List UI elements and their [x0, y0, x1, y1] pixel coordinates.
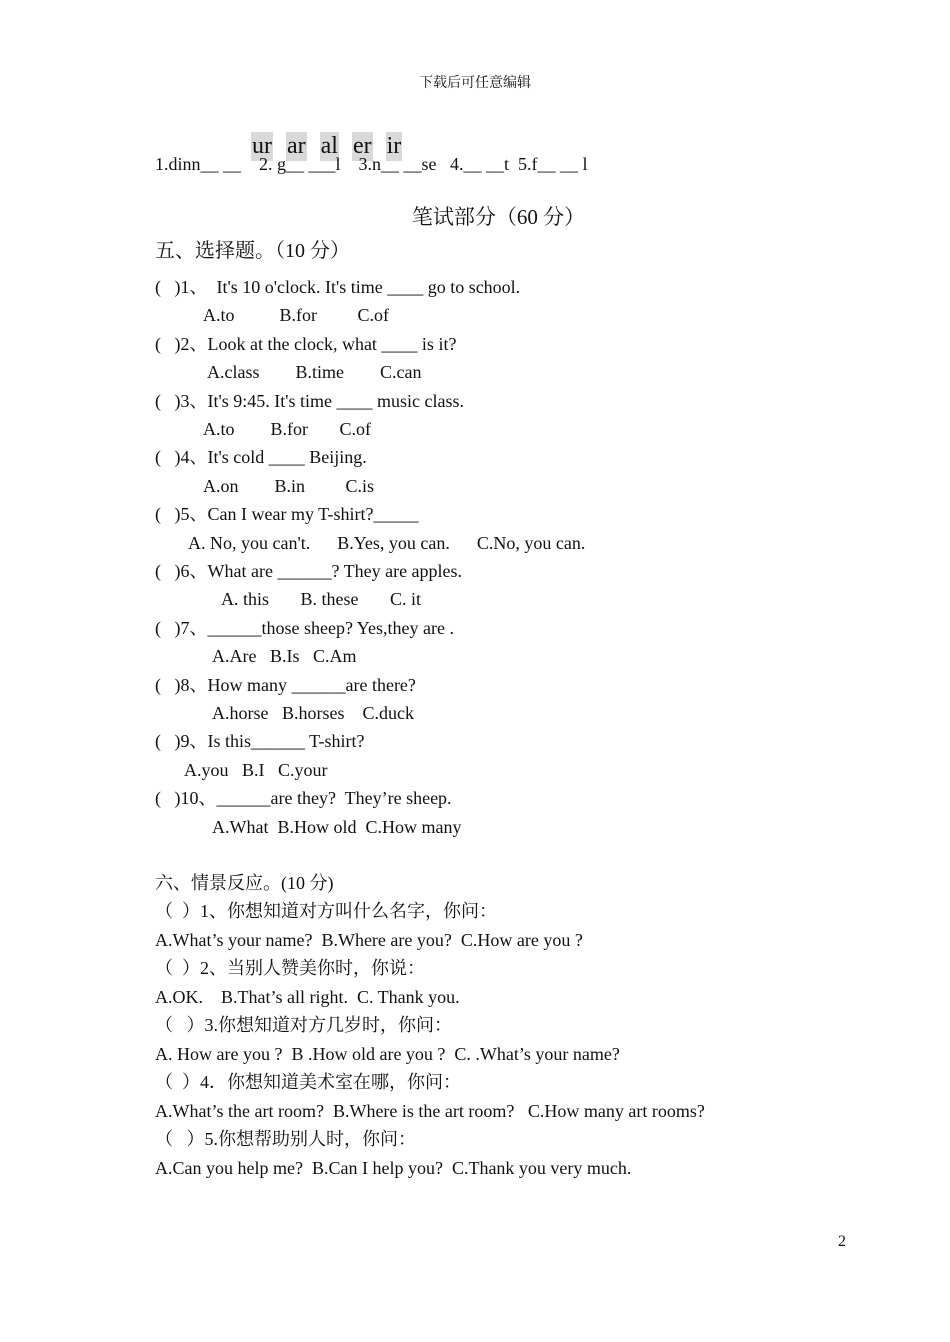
question-options: A.you B.I C.your — [184, 760, 328, 780]
scenario-prompt: （ ）2、当别人赞美你时，你说： — [155, 958, 425, 978]
scenario-prompt: （ ）1、你想知道对方叫什么名字，你问： — [155, 901, 497, 921]
scenario-prompt: （ ）5.你想帮助别人时，你问： — [155, 1129, 416, 1149]
phonics-chip: ir — [386, 133, 402, 159]
page-header: 下载后可任意编辑 — [419, 76, 531, 91]
section6-title: 六、情景反应。(10 分) — [155, 873, 334, 893]
section5-title: 五、选择题。（10 分） — [155, 240, 350, 262]
question-text: ( )3、It's 9:45. It's time ____ music class. — [155, 391, 464, 411]
question-text: ( )5、Can I wear my T-shirt?_____ — [155, 504, 419, 524]
question-options: A. No, you can't. B.Yes, you can. C.No, you can. — [188, 533, 586, 553]
written-section-title: 笔试部分（60 分） — [411, 205, 586, 229]
question-text: ( )10、______are they? They’re sheep. — [155, 788, 452, 808]
question-options: A. this B. these C. it — [221, 589, 422, 609]
question-text: ( )7、______those sheep? Yes,they are . — [155, 618, 454, 638]
question-options: A.to B.for C.of — [203, 305, 389, 325]
scenario-prompt: （ ）4．你想知道美术室在哪，你问： — [155, 1072, 461, 1092]
scenario-options: A.Can you help me? B.Can I help you? C.Thank you very much. — [155, 1158, 632, 1178]
question-text: ( )9、Is this______ T-shirt? — [155, 731, 365, 751]
question-text: ( )1、 It's 10 o'clock. It's time ____ go to school. — [155, 277, 521, 297]
fill-blank-line: 1.dinn__ __ 2. g__ ___l 3.n__ __se 4.__ __t 5.f__ __ l — [155, 154, 588, 174]
phonics-chip: ar — [287, 133, 306, 159]
question-text: ( )2、Look at the clock, what ____ is it? — [155, 334, 457, 354]
page-number: 2 — [838, 1233, 846, 1250]
phonics-chip: ur — [252, 133, 272, 159]
question-options: A.What B.How old C.How many — [212, 817, 462, 837]
question-options: A.Are B.Is C.Am — [212, 646, 357, 666]
phonics-chip: al — [320, 133, 338, 159]
phonics-chip: er — [352, 133, 372, 159]
question-text: ( )4、It's cold ____ Beijing. — [155, 447, 367, 467]
scenario-options: A. How are you ? B .How old are you ? C. .What’s your name? — [155, 1044, 620, 1064]
question-options: A.to B.for C.of — [203, 419, 371, 439]
scenario-prompt: （ ）3.你想知道对方几岁时，你问： — [155, 1015, 452, 1035]
question-options: A.on B.in C.is — [203, 476, 375, 496]
scenario-options: A.OK. B.That’s all right. C. Thank you. — [155, 987, 460, 1007]
question-options: A.class B.time C.can — [207, 362, 422, 382]
scenario-options: A.What’s the art room? B.Where is the art room? C.How many art rooms? — [155, 1101, 705, 1121]
question-options: A.horse B.horses C.duck — [212, 703, 414, 723]
scenario-options: A.What’s your name? B.Where are you? C.How are you ? — [155, 930, 583, 950]
question-text: ( )6、What are ______? They are apples. — [155, 561, 463, 581]
question-text: ( )8、How many ______are there? — [155, 675, 416, 695]
